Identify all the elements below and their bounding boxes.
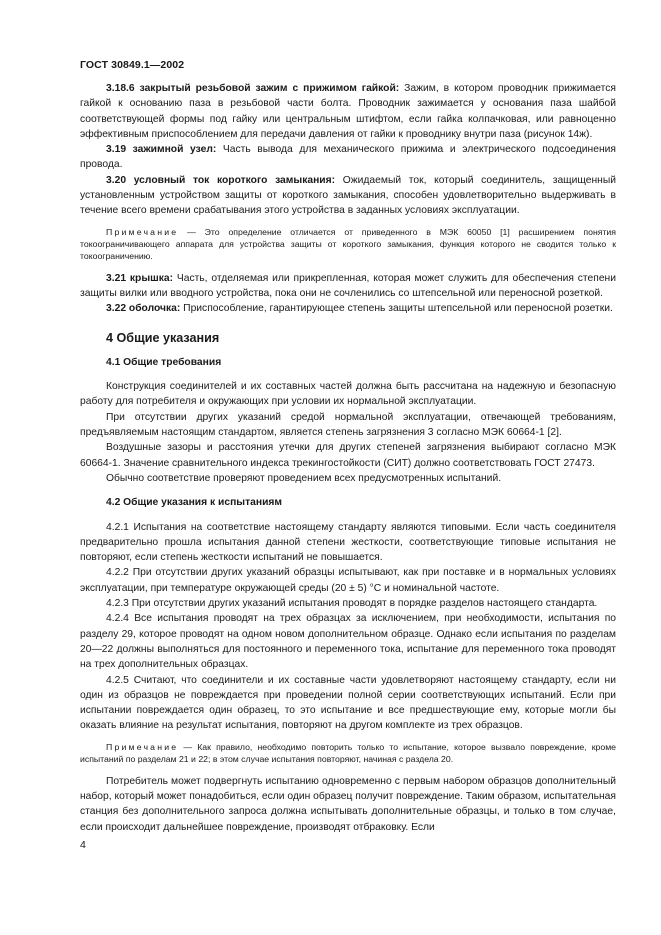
section-4-1-paragraph: Конструкция соединителей и их составных частей должна быть рассчитана на надежную и безопасную работу для потребителя и окружающих при условии их нормальной эксплуатации. — [80, 381, 616, 408]
document-body — [80, 81, 616, 835]
final-paragraph: Потребитель может подвергнуть испытанию одновременно с первым набором образцов дополнительный набор, который может понадобиться, если один образец получит повреждение. Таким образом, испытательная станция без дополнительного запроса должна испытывать дополнительные образцы, и только в том случае, если происходит дальнейшее повреждение, производят отбраковку. Если — [80, 775, 616, 833]
section-4-1-paragraph: Воздушные зазоры и расстояния утечки для других степеней загрязнения выбирают согласно МЭК 60664-1. Значение сравнительного индекса трекингостойкости (СИТ) должно соответствовать ГОСТ 27473. — [80, 442, 616, 469]
document-code-header: ГОСТ 30849.1—2002 — [80, 59, 185, 71]
term-title: 3.20 условный ток короткого замыкания: — [106, 174, 336, 186]
section-4-2-heading: 4.2 Общие указания к испытаниям — [106, 497, 283, 509]
note-4-2-5 — [80, 741, 616, 765]
note-label: Примечание — [106, 226, 179, 237]
term-definition: Ожидаемый ток, который соединитель, защищенный установленным устройством защиты от короткого замыкания, способен удовлетворительно выдерживать в течение всего времени срабатывания этого устройства в заданных условиях эксплуатации. — [80, 174, 617, 217]
clause-3-19 — [80, 142, 616, 173]
clause-4-2-1: 4.2.1 Испытания на соответствие настоящему стандарту являются типовыми. Если часть соединителя предварительно прошла испытания данной степени жесткости, соответствующие типовые испытания не повторяют, если степень жесткости испытаний не повышается. — [80, 521, 616, 564]
term-title: 3.22 оболочка: — [106, 303, 181, 315]
section-4-1-paragraph: При отсутствии других указаний средой нормальной эксплуатации, отвечающей требованиям, предъявляемым настоящим стандартом, является степень загрязнения 3 согласно МЭК 60664-1 [2]. — [80, 411, 616, 439]
term-title: 3.19 зажимной узел: — [106, 144, 217, 156]
term-title: 3.21 крышка: — [106, 272, 174, 284]
section-4-1-paragraph: Обычно соответствие проверяют проведением всех предусмотренных испытаний. — [106, 472, 502, 484]
clause-4-2-3: 4.2.3 При отсутствии других указаний испытания проводят в порядке разделов настоящего стандарта. — [106, 598, 598, 610]
clause-3-20 — [80, 173, 616, 219]
clause-3-18-6 — [80, 81, 616, 142]
term-title: 3.18.6 закрытый резьбовой зажим с прижимом гайкой: — [106, 83, 400, 94]
clause-3-22 — [80, 301, 616, 316]
note-3-20 — [80, 226, 616, 262]
note-text: — Как правило, необходимо повторить только то испытание, которое вызвало повреждение, кроме испытаний по разделам 21 и 22; в этом случае испытания повторяют, начиная с раздела 20. — [80, 741, 616, 764]
note-text: — Это определение отличается от приведенного в МЭК 60050 [1] расширением понятия токоограничивающего аппарата для устройства защиты от короткого замыкания, функция которого не сводится только к токоограничению. — [80, 226, 616, 261]
note-label: Примечание — [106, 741, 179, 752]
term-definition: Часть, отделяемая или прикрепленная, которая может служить для обеспечения степени защиты вилки или вводного устройства, пока они не сочленились со штепсельной или переносной розеткой. — [80, 272, 616, 299]
term-definition: Зажим, в котором проводник прижимается гайкой к основанию паза в резьбовой части болта. Проводник зажимается у основания паза шайбой соответствующей формы под гайку или центральным штифтом, если гайка колпачковая, или равноценно эффективным приспособлением для передачи давления от гайки к проводнику внутри паза (рисунок 14ж). — [80, 83, 617, 140]
clause-4-2-2: 4.2.2 При отсутствии других указаний образцы испытывают, как при поставке и в нормальных условиях эксплуатации, при температуре окружающей среды (20 ± 5) °С и номинальной частоте. — [80, 567, 616, 594]
term-definition: Часть вывода для механического прижима и электрического подсоединения провода. — [80, 144, 616, 171]
section-4-1-heading: 4.1 Общие требования — [106, 356, 222, 368]
section-4-heading: 4 Общие указания — [106, 330, 220, 345]
clause-4-2-5: 4.2.5 Считают, что соединители и их составные части удовлетворяют настоящему стандарту, если ни один из образцов не повреждается при проведении полной серии соответствующих испытаний. Если при испытании повреждается один образец, то это испытание и все предшествующие ему, которые могли бы оказать влияние на результат испытания, повторяют на другом комплекте из трех образцов. — [80, 674, 616, 732]
term-definition: Приспособление, гарантирующее степень защиты штепсельной или переносной розетки. — [180, 303, 613, 315]
clause-3-21 — [80, 271, 616, 302]
page-number: 4 — [80, 839, 86, 851]
clause-4-2-4: 4.2.4 Все испытания проводят на трех образцах за исключением, при необходимости, испытания по разделу 29, которое проводят на одном новом дополнительном образце. Однако если испытания по разделам 20—22 должны выполняться для постоянного и переменного тока, испытание для переменного тока проводят на трех дополнительных образцах. — [80, 613, 616, 671]
